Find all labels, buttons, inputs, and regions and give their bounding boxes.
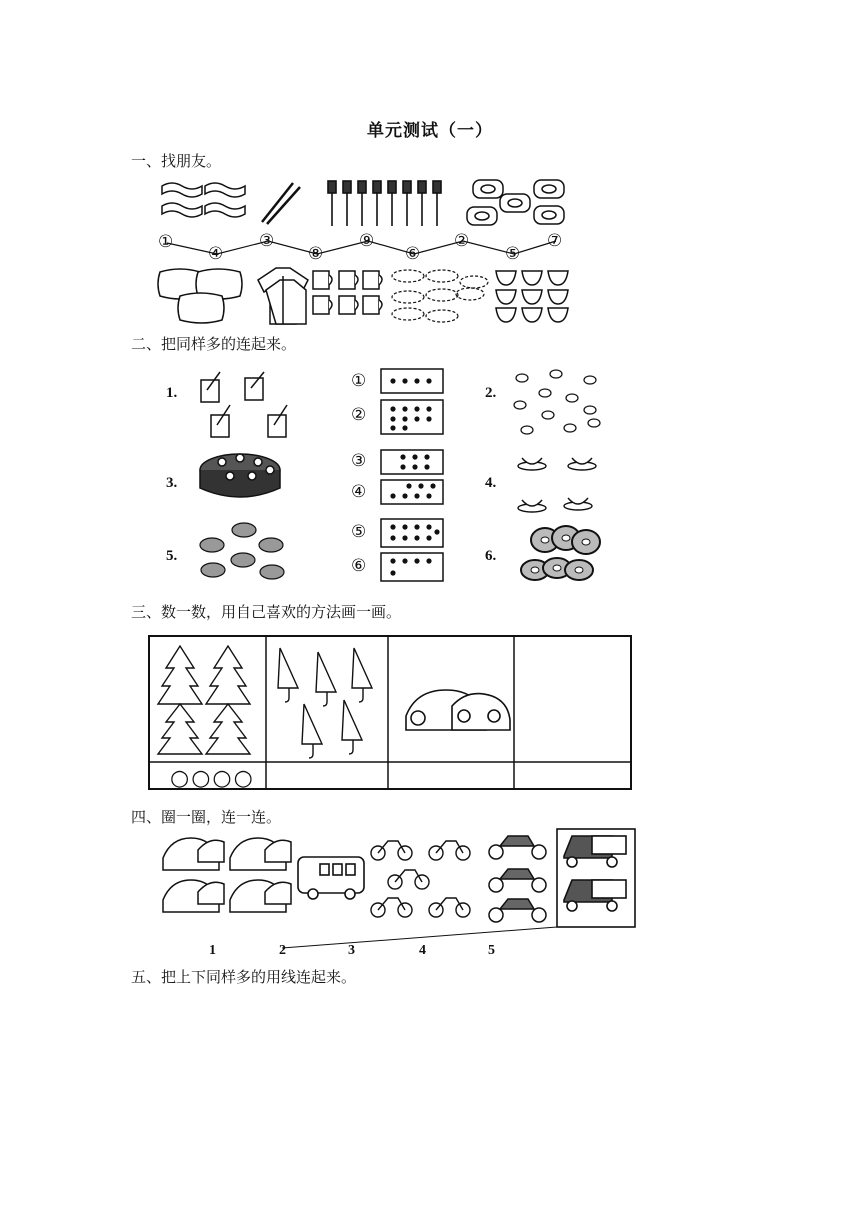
chain-number: ②: [454, 231, 470, 251]
chain-number: ⑧: [308, 244, 324, 264]
section-1-heading: 一、找朋友。: [131, 152, 222, 170]
card-number: ⑥: [351, 556, 367, 576]
item-label: 2.: [485, 385, 497, 401]
section-3-heading: 三、数一数，用自己喜欢的方法画一画。: [131, 603, 402, 621]
card-number: ②: [351, 405, 367, 425]
bottom-number: 2: [279, 943, 286, 958]
chain-number: ⑥: [405, 244, 421, 264]
item-label: 1.: [166, 385, 178, 401]
bus-icon: [298, 857, 364, 899]
bottom-number: 3: [348, 943, 355, 958]
card-number: ⑤: [351, 522, 367, 542]
car-pairs-icon: [163, 838, 291, 912]
chain-number: ⑦: [547, 231, 563, 251]
page-title: 单元测试（一）: [367, 121, 493, 141]
card-number: ①: [351, 371, 367, 391]
card-number: ③: [351, 451, 367, 471]
chain-number: ⑨: [359, 231, 375, 251]
chain-number: ④: [208, 244, 224, 264]
section-5-heading: 五、把上下同样多的用线连起来。: [131, 968, 357, 986]
item-label: 5.: [166, 548, 178, 564]
bicycles-icon: [371, 841, 470, 917]
answer-circles: ○○○○: [170, 766, 255, 791]
card-number: ④: [351, 482, 367, 502]
chain-number: ①: [158, 232, 174, 252]
bottom-number: 5: [488, 943, 495, 958]
trucks-box: [557, 829, 635, 927]
chain-number: ⑤: [505, 244, 521, 264]
section-2-heading: 二、把同样多的连起来。: [131, 335, 297, 353]
item-label: 3.: [166, 475, 178, 491]
item-label: 6.: [485, 548, 497, 564]
motorcycles-icon: [489, 836, 546, 922]
item-label: 4.: [485, 475, 497, 491]
bottom-number: 4: [419, 943, 426, 958]
section-4-heading: 四、圈一圈，连一连。: [131, 808, 282, 826]
chain-number: ③: [259, 231, 275, 251]
bottom-number: 1: [209, 943, 216, 958]
